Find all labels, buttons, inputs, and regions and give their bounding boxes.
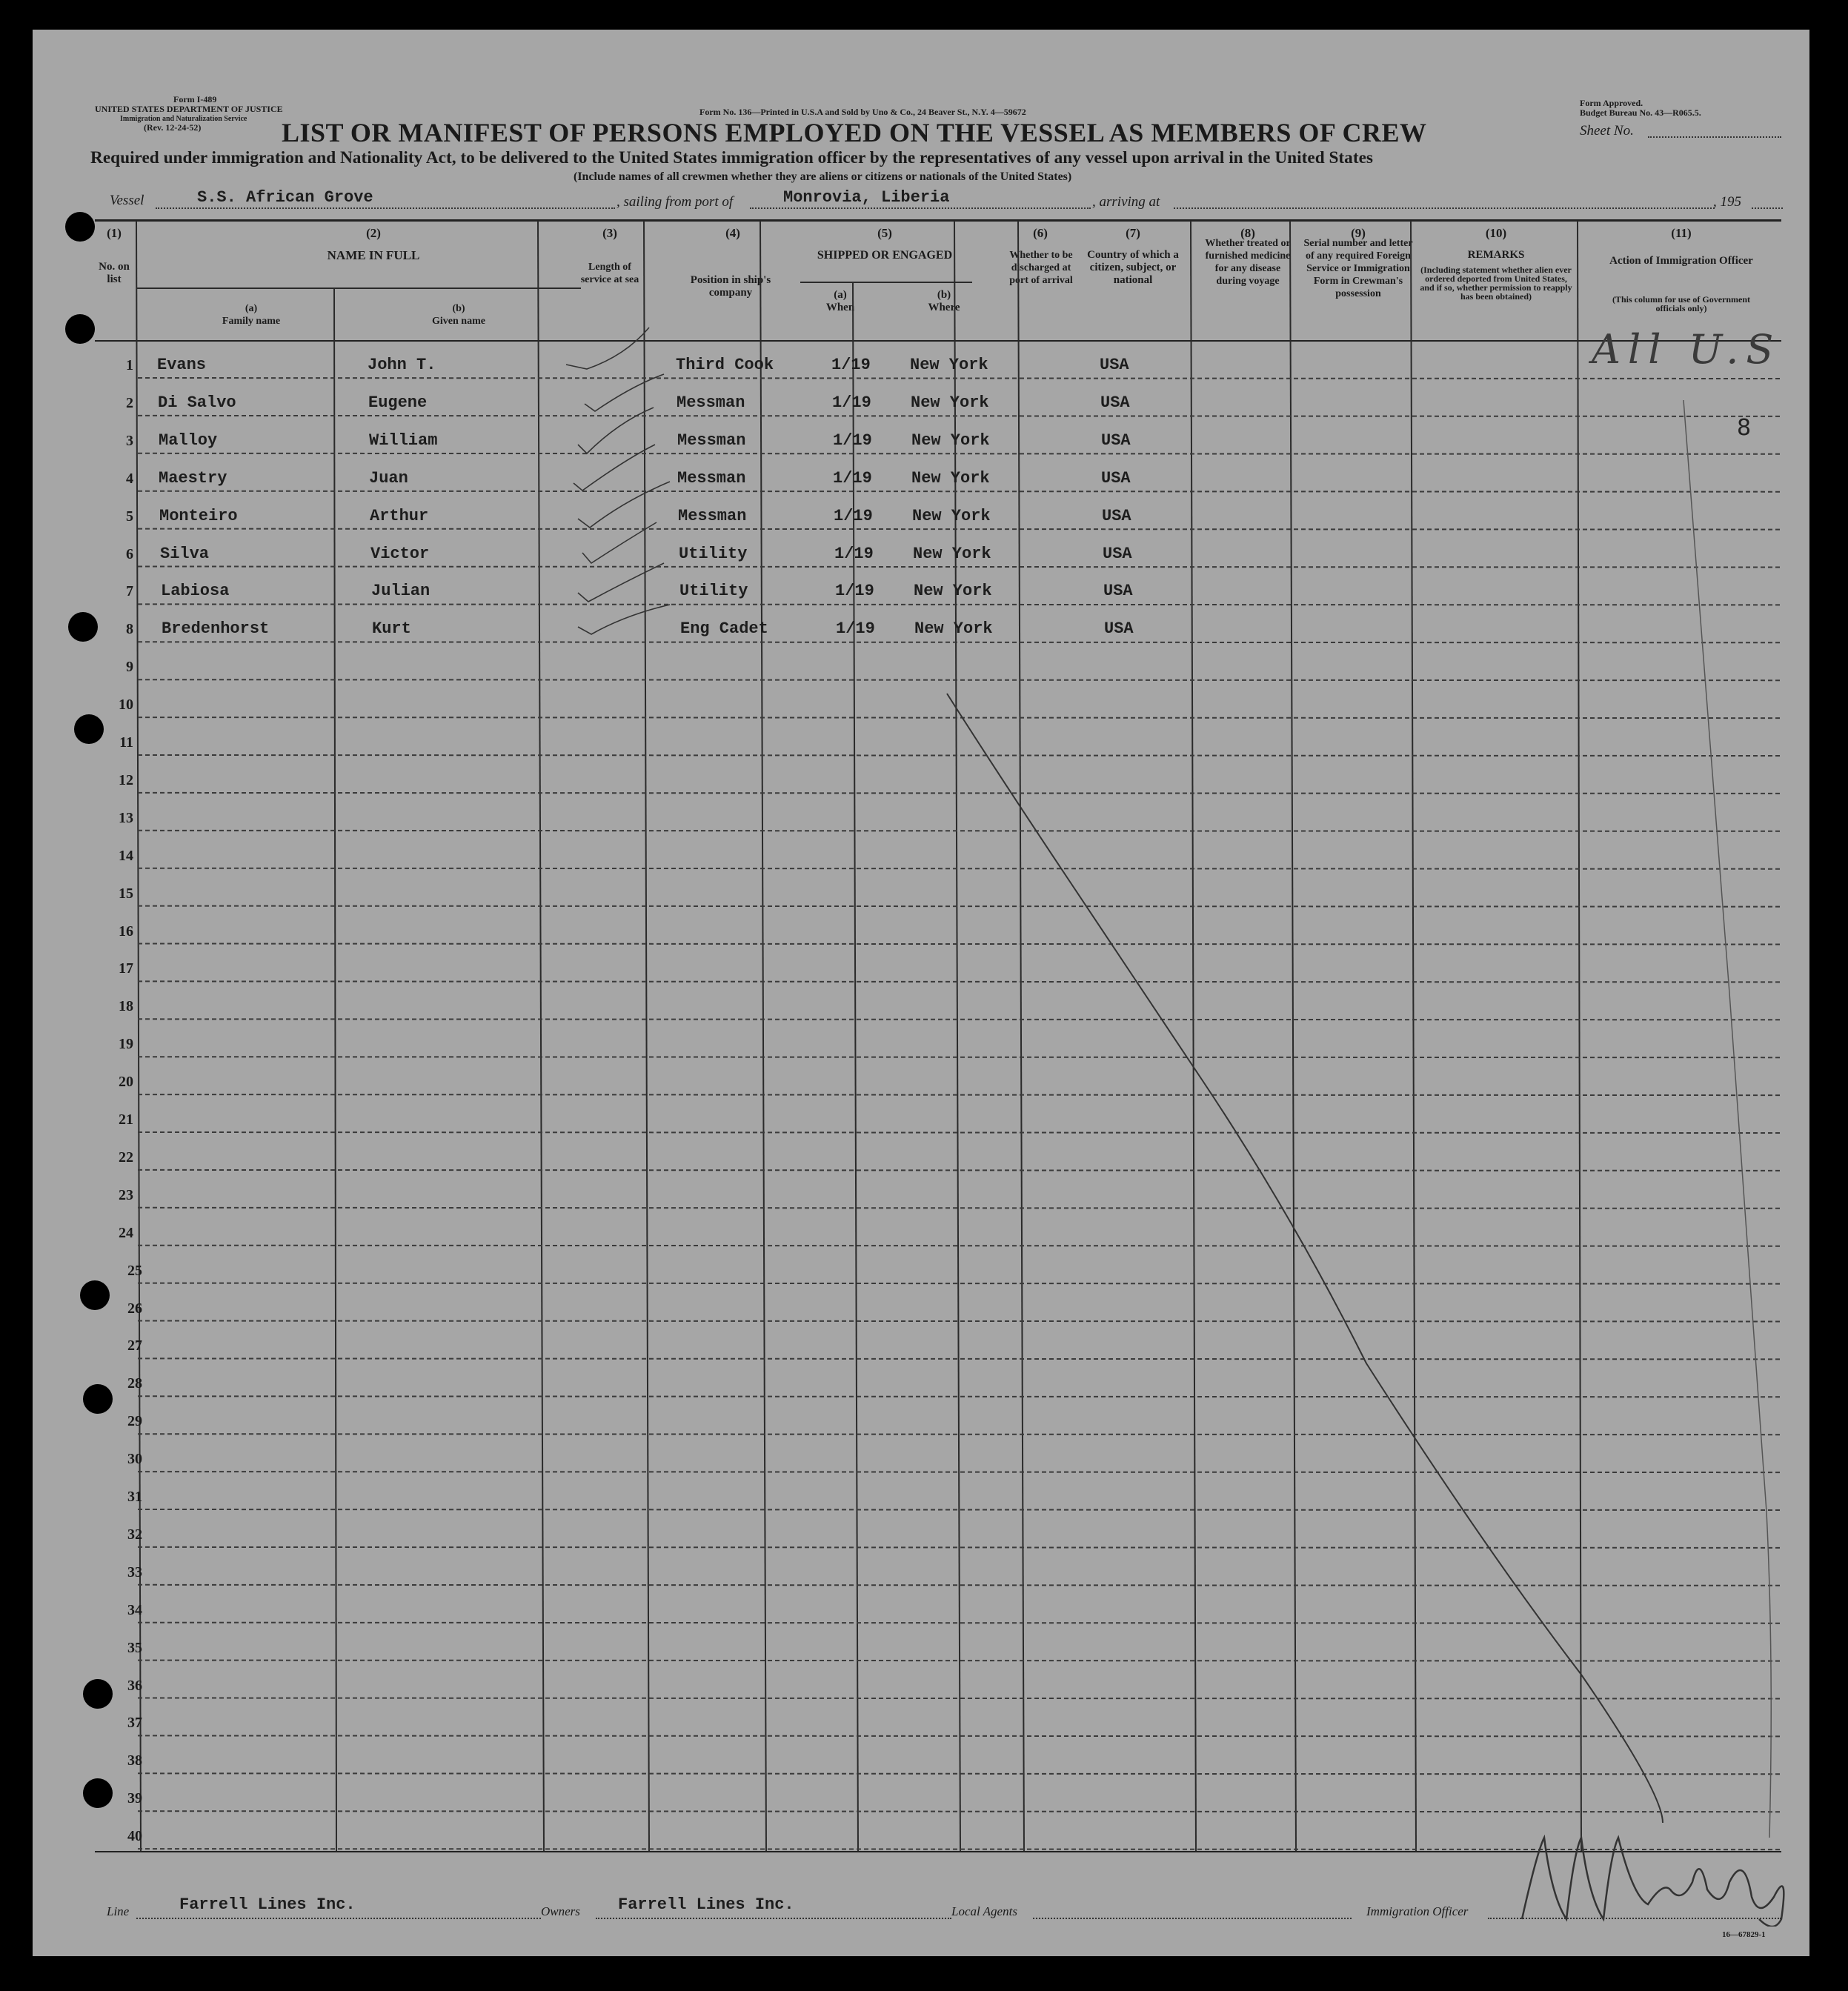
row-number: 35 xyxy=(127,1639,142,1656)
year-label: , 195 xyxy=(1713,194,1741,210)
shipped-where: New York xyxy=(910,356,988,374)
position: Messman xyxy=(677,431,746,450)
officer-label: Immigration Officer xyxy=(1366,1904,1469,1918)
col5b-header: (b) Where xyxy=(928,289,960,313)
country: USA xyxy=(1100,356,1129,374)
crew-count: 8 xyxy=(1737,415,1752,441)
family-name: Di Salvo xyxy=(158,393,236,412)
row-number: 17 xyxy=(119,960,133,977)
row-number: 6 xyxy=(126,545,133,562)
row-number: 16 xyxy=(119,923,133,940)
row-number: 32 xyxy=(127,1526,142,1543)
position: Utility xyxy=(679,544,748,563)
punch-hole xyxy=(65,314,95,344)
row-line xyxy=(138,567,1781,568)
row-number: 5 xyxy=(126,508,133,525)
officer-signature xyxy=(1507,1808,1804,1927)
print-code: 16—67829-1 xyxy=(1722,1930,1766,1939)
shipped-where: New York xyxy=(913,544,991,563)
bracket-line xyxy=(1684,400,1771,1838)
col2a-header: (a) Family name xyxy=(222,303,281,327)
col4-number: (4) xyxy=(725,226,740,240)
form-revision: (Rev. 12-24-52) xyxy=(144,122,202,133)
owners-label: Owners xyxy=(541,1904,580,1918)
row-line xyxy=(138,1358,1781,1359)
row-line xyxy=(138,944,1781,945)
punch-hole xyxy=(80,1280,110,1310)
row-line xyxy=(138,793,1781,794)
row-number: 20 xyxy=(119,1074,133,1091)
row-line xyxy=(138,679,1781,680)
row-line xyxy=(138,906,1781,907)
row-line xyxy=(138,604,1781,605)
col4-header: Position in ship's company xyxy=(690,274,771,299)
col10-note: (Including statement whether alien ever ordered deported from United States, and if so, whether permission to reapply has been obtained) xyxy=(1420,265,1572,302)
sheet-label: Sheet No. xyxy=(1580,123,1634,139)
col7-number: (7) xyxy=(1126,226,1140,240)
sailing-port: Monrovia, Liberia xyxy=(783,188,950,207)
col2b-header: (b) Given name xyxy=(432,303,485,327)
row-number: 31 xyxy=(127,1489,142,1505)
agency-service: Immigration and Naturalization Service xyxy=(120,115,247,123)
row-number: 38 xyxy=(127,1752,142,1769)
row-number: 39 xyxy=(127,1790,142,1807)
punch-hole xyxy=(65,212,95,242)
agents-label: Local Agents xyxy=(951,1904,1017,1918)
given-name: William xyxy=(369,431,438,450)
row-number: 1 xyxy=(126,357,133,373)
row-line xyxy=(138,453,1781,454)
given-name: Julian xyxy=(371,582,431,601)
form-title: LIST OR MANIFEST OF PERSONS EMPLOYED ON THE VESSEL AS MEMBERS OF CREW xyxy=(282,118,1427,147)
row-number: 13 xyxy=(119,809,133,826)
col5-number: (5) xyxy=(877,226,892,240)
family-name: Silva xyxy=(160,544,210,563)
family-name: Maestry xyxy=(159,468,227,488)
arriving-label: , arriving at xyxy=(1092,194,1160,210)
punch-hole xyxy=(68,612,98,642)
given-name: John T. xyxy=(368,356,436,374)
row-line xyxy=(138,1396,1781,1397)
shipped-where: New York xyxy=(911,468,990,488)
shipped-when: 1/19 xyxy=(832,393,871,412)
shipped-when: 1/19 xyxy=(831,356,871,374)
row-line xyxy=(138,1132,1781,1133)
row-number: 29 xyxy=(127,1413,142,1430)
position: Third Cook xyxy=(676,356,774,374)
col9-number: (9) xyxy=(1351,226,1366,240)
punch-hole xyxy=(83,1778,113,1808)
punch-hole xyxy=(74,714,104,744)
row-line xyxy=(138,1208,1781,1209)
family-name: Malloy xyxy=(159,431,218,450)
row-number: 23 xyxy=(119,1186,133,1203)
form-approved: Form Approved. xyxy=(1580,98,1643,108)
shipped-when: 1/19 xyxy=(836,619,875,639)
row-line xyxy=(138,1019,1781,1020)
country: USA xyxy=(1102,506,1131,525)
col8-number: (8) xyxy=(1240,226,1255,240)
country: USA xyxy=(1104,619,1134,639)
family-name: Monteiro xyxy=(159,506,238,525)
agents-field xyxy=(1033,1918,1352,1919)
shipped-where: New York xyxy=(911,431,990,450)
col10-header: REMARKS xyxy=(1467,249,1525,261)
printer-note: Form No. 136—Printed in U.S.A and Sold by Uno & Co., 24 Beaver St., N.Y. 4—59672 xyxy=(699,107,1026,117)
shipped-when: 1/19 xyxy=(834,506,873,525)
row-line xyxy=(138,491,1781,492)
country: USA xyxy=(1103,544,1132,563)
form-number: Form I-489 xyxy=(173,94,217,104)
given-name: Kurt xyxy=(372,619,411,639)
row-number: 34 xyxy=(127,1601,142,1618)
col1-number: (1) xyxy=(107,226,122,240)
row-number: 7 xyxy=(126,583,133,600)
row-number: 12 xyxy=(119,771,133,788)
shipped-when: 1/19 xyxy=(834,544,874,563)
row-number: 21 xyxy=(119,1111,133,1128)
position: Messman xyxy=(678,506,747,525)
shipped-where: New York xyxy=(914,619,993,639)
row-number: 4 xyxy=(126,470,133,487)
shipped-when: 1/19 xyxy=(835,582,874,601)
row-number: 8 xyxy=(126,621,133,638)
include-note: (Include names of all crewmen whether they are aliens or citizens or nationals of the United States) xyxy=(574,170,1072,183)
line-value: Farrell Lines Inc. xyxy=(179,1895,356,1914)
row-number: 22 xyxy=(119,1149,133,1166)
col10-number: (10) xyxy=(1485,226,1507,240)
row-number: 40 xyxy=(127,1828,142,1845)
position: Messman xyxy=(677,393,745,412)
row-line xyxy=(138,1434,1781,1435)
col9-header: Serial number and letter of any required Foreign Service or Immigration Form in Crewman's possession xyxy=(1303,238,1413,299)
col11-note: (This column for use of Government officials only) xyxy=(1612,294,1751,313)
shipped-when: 1/19 xyxy=(833,468,872,488)
shipped-where: New York xyxy=(914,582,992,601)
row-number: 33 xyxy=(127,1563,142,1580)
col1-header: No. on list xyxy=(99,261,130,285)
col6-header: Whether to be discharged at port of arrival xyxy=(1009,250,1073,286)
row-number: 9 xyxy=(126,659,133,676)
shipped-where: New York xyxy=(912,506,991,525)
row-number: 37 xyxy=(127,1715,142,1732)
given-name: Victor xyxy=(370,544,430,563)
country: USA xyxy=(1103,582,1133,601)
col2-header: NAME IN FULL xyxy=(327,248,420,262)
officer-action-note: All U.S xyxy=(1592,326,1781,373)
owners-field xyxy=(596,1918,951,1919)
col6-number: (6) xyxy=(1033,226,1048,240)
row-number: 3 xyxy=(126,432,133,449)
cancel-line xyxy=(947,694,1663,1823)
row-line xyxy=(138,717,1781,718)
row-number: 11 xyxy=(119,734,133,751)
line-label: Line xyxy=(107,1904,130,1918)
checkmarks xyxy=(566,328,670,634)
shipped-where: New York xyxy=(911,393,989,412)
punch-hole xyxy=(83,1679,113,1709)
manifest-sheet xyxy=(33,30,1809,1956)
owners-value: Farrell Lines Inc. xyxy=(618,1895,794,1914)
line-field xyxy=(136,1918,541,1919)
row-line xyxy=(138,981,1781,982)
col5-header: SHIPPED OR ENGAGED xyxy=(817,249,953,262)
agency-name: UNITED STATES DEPARTMENT OF JUSTICE xyxy=(95,104,283,114)
row-line xyxy=(138,1321,1781,1322)
family-name: Bredenhorst xyxy=(162,619,270,639)
shipped-when: 1/19 xyxy=(833,431,872,450)
position: Eng Cadet xyxy=(680,619,768,639)
family-name: Evans xyxy=(157,356,207,374)
col8-header: Whether treated or furnished medicine for any disease during voyage xyxy=(1205,238,1291,287)
given-name: Eugene xyxy=(368,393,428,412)
given-name: Arthur xyxy=(370,506,429,525)
col3-header: Length of service at sea xyxy=(580,262,639,285)
row-line xyxy=(138,1170,1781,1171)
row-number: 28 xyxy=(127,1375,142,1392)
row-number: 14 xyxy=(119,847,133,864)
col5a-header: (a) When xyxy=(825,289,855,313)
given-name: Juan xyxy=(369,468,408,488)
row-line xyxy=(138,868,1781,869)
form-subtitle: Required under immigration and Nationality Act, to be delivered to the United States immigration officer by the representatives of any vessel upon arrival in the United States xyxy=(90,148,1373,167)
vessel-name: S.S. African Grove xyxy=(197,188,373,207)
row-line xyxy=(138,755,1781,756)
row-number: 30 xyxy=(127,1451,142,1468)
row-number: 36 xyxy=(127,1677,142,1694)
family-name: Labiosa xyxy=(161,582,230,601)
row-number: 15 xyxy=(119,885,133,902)
punch-hole xyxy=(83,1384,113,1414)
col11-number: (11) xyxy=(1671,226,1692,240)
row-number: 10 xyxy=(119,697,133,714)
budget-bureau: Budget Bureau No. 43—R065.5. xyxy=(1580,107,1701,118)
row-line xyxy=(138,1094,1781,1095)
row-line xyxy=(138,378,1781,379)
col2-number: (2) xyxy=(366,226,381,240)
table-grid xyxy=(33,30,1809,1956)
col3-number: (3) xyxy=(602,226,617,240)
row-number: 19 xyxy=(119,1036,133,1053)
row-number: 18 xyxy=(119,998,133,1015)
col11-header: Action of Immigration Officer xyxy=(1609,255,1753,267)
row-line xyxy=(138,1283,1781,1284)
col7-header: Country of which a citizen, subject, or national xyxy=(1087,249,1179,286)
row-number: 26 xyxy=(127,1300,142,1317)
row-line xyxy=(138,529,1781,530)
row-number: 25 xyxy=(127,1262,142,1279)
row-number: 24 xyxy=(119,1224,133,1241)
position: Messman xyxy=(677,468,746,488)
country: USA xyxy=(1101,431,1131,450)
country: USA xyxy=(1101,468,1131,488)
vessel-label: Vessel xyxy=(110,193,144,208)
row-number: 27 xyxy=(127,1337,142,1355)
position: Utility xyxy=(679,582,748,601)
row-number: 2 xyxy=(126,394,133,411)
country: USA xyxy=(1100,393,1130,412)
sailing-label: , sailing from port of xyxy=(616,194,734,210)
